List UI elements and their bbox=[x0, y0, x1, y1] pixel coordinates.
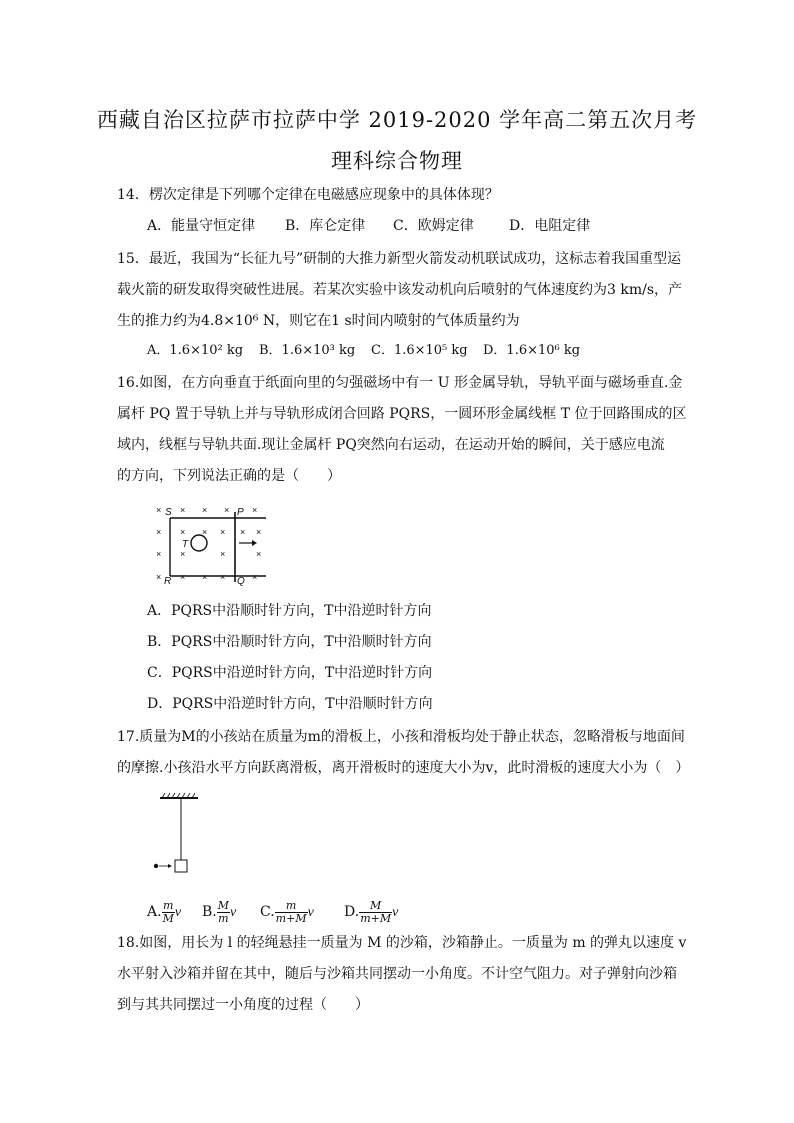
q15-options bbox=[147, 341, 719, 361]
q17-options bbox=[147, 898, 719, 926]
q15-option-a: A．1.6×10² kg bbox=[147, 343, 244, 358]
label-s: S bbox=[165, 507, 172, 518]
q14-options bbox=[147, 216, 719, 236]
field-cross: × bbox=[180, 527, 186, 537]
q17-option-b: B. $\frac{M}{m}$ v bbox=[202, 898, 237, 925]
field-cross: × bbox=[220, 527, 226, 537]
q16-option-a: A．PQRS中沿顺时针方向，T中沿逆时针方向 bbox=[147, 603, 432, 619]
exam-title: 西藏自治区拉萨市拉萨中学 2019-2020 学年高二第五次月考 bbox=[96, 108, 698, 132]
label-q: Q bbox=[237, 576, 245, 587]
field-cross: × bbox=[180, 505, 186, 515]
exam-subtitle: 理科综合物理 bbox=[331, 149, 463, 173]
sandbox bbox=[175, 860, 187, 872]
q17-line-1: 17.质量为M的小孩站在质量为m的滑板上，小孩和滑板均处于静止状态，忽略滑板与地面间 bbox=[117, 729, 685, 745]
q16-line-3: 域内，线框与导轨共面.现让金属杆 PQ突然向右运动，在运动开始的瞬间，关于感应电流 bbox=[117, 437, 665, 453]
q17-option-c: C. $\frac{m}{m+M}$ v bbox=[260, 898, 314, 925]
field-cross: × bbox=[256, 527, 262, 537]
ring-t bbox=[191, 535, 207, 551]
q14-option-c: C．欧姆定律 bbox=[393, 218, 474, 234]
q17-option-a: A. $\frac{m}{M}$ v bbox=[147, 898, 182, 925]
q17-option-d: D. $\frac{M}{m+M}$ v bbox=[344, 898, 399, 925]
q14-option-d: D．电阻定律 bbox=[509, 218, 591, 234]
field-cross: × bbox=[156, 527, 162, 537]
q18-line-1: 18.如图，用长为 l 的轻绳悬挂一质量为 M 的沙箱，沙箱静止。一质量为 m 的弹丸以速度 v bbox=[117, 935, 687, 951]
field-cross: × bbox=[202, 572, 208, 582]
q18-line-2: 水平射入沙箱并留在其中，随后与沙箱共同摆动一小角度。不计空气阻力。对子弹射向沙箱 bbox=[117, 966, 677, 982]
pendulum-sandbox-figure bbox=[148, 792, 208, 878]
q15-line-3: 生的推力约为4.8×10⁶ N，则它在1 s时间内喷射的气体质量约为 bbox=[117, 313, 520, 329]
q16-line-1: 16.如图，在方向垂直于纸面向里的匀强磁场中有一 U 形金属导轨，导轨平面与磁场垂直.金 bbox=[117, 375, 683, 391]
field-cross: × bbox=[224, 505, 230, 515]
field-cross: × bbox=[220, 549, 226, 559]
label-t: T bbox=[182, 539, 189, 550]
q15-option-d: D．1.6×10⁶ kg bbox=[483, 343, 581, 358]
field-cross: × bbox=[156, 549, 162, 559]
q16-line-4: 的方向，下列说法正确的是（ ） bbox=[117, 468, 341, 484]
field-cross: × bbox=[156, 505, 162, 515]
q15-line-1: 15．最近，我国为“长征九号”研制的大推力新型火箭发动机联试成功，这标志着我国重型运 bbox=[117, 251, 682, 267]
q14-option-a: A．能量守恒定律 bbox=[147, 218, 256, 234]
field-cross: × bbox=[202, 527, 208, 537]
q14-option-b: B．库仑定律 bbox=[285, 218, 366, 234]
bullet bbox=[154, 864, 158, 868]
label-p: P bbox=[237, 507, 244, 518]
field-cross: × bbox=[180, 572, 186, 582]
field-cross: × bbox=[202, 505, 208, 515]
q15-option-b: B．1.6×10³ kg bbox=[259, 343, 356, 358]
field-cross: × bbox=[252, 505, 258, 515]
field-cross: × bbox=[220, 572, 226, 582]
field-cross: × bbox=[240, 527, 246, 537]
q18-line-3: 到与其共同摆过一小角度的过程（ ） bbox=[117, 997, 369, 1013]
label-r: R bbox=[164, 576, 172, 587]
magnetic-field-rail-figure bbox=[152, 500, 272, 590]
arrow-head-icon bbox=[252, 540, 257, 546]
field-cross: × bbox=[156, 572, 162, 582]
q17-line-2: 的摩擦.小孩沿水平方向跃离滑板，离开滑板时的速度大小为v，此时滑板的速度大小为（ ） bbox=[117, 760, 690, 776]
q16-option-d: D．PQRS中沿逆时针方向，T中沿顺时针方向 bbox=[147, 696, 433, 712]
q15-line-2: 载火箭的研发取得突破性进展。若某次实验中该发动机向后喷射的气体速度约为3 km/s，产 bbox=[117, 282, 683, 298]
q16-option-c: C．PQRS中沿逆时针方向，T中沿逆时针方向 bbox=[147, 665, 433, 681]
q16-option-b: B．PQRS中沿顺时针方向，T中沿顺时针方向 bbox=[147, 634, 432, 650]
field-cross: × bbox=[252, 572, 258, 582]
q14-stem: 14．楞次定律是下列哪个定律在电磁感应现象中的具体体现？ bbox=[117, 187, 499, 203]
q16-line-2: 属杆 PQ 置于导轨上并与导轨形成闭合回路 PQRS，一圆环形金属线框 T 位于回路围成的区 bbox=[117, 406, 687, 422]
field-cross: × bbox=[180, 549, 186, 559]
field-cross: × bbox=[256, 549, 262, 559]
q15-option-c: C．1.6×10⁵ kg bbox=[371, 343, 468, 358]
arrow-head-icon bbox=[168, 864, 172, 868]
